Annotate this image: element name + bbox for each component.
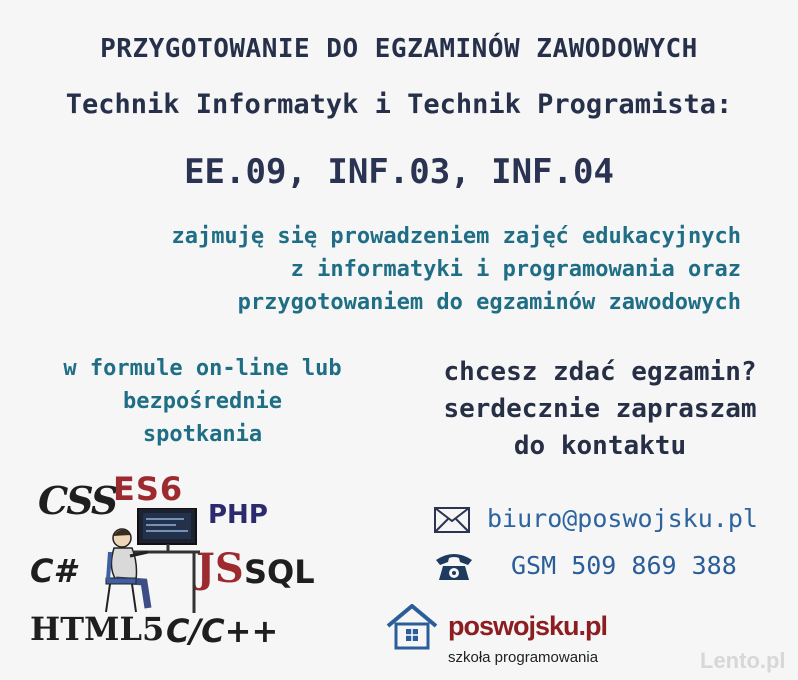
intro-line: z informatyki i programowania oraz: [290, 257, 741, 282]
js-label: JS: [196, 545, 244, 592]
watermark: Lento.pl: [700, 648, 786, 673]
invite-line: serdecznie zapraszam: [443, 394, 757, 424]
format-line: w formule on-line lub: [63, 356, 342, 381]
css-label: CSS: [38, 478, 117, 523]
format-line: bezpośrednie: [123, 389, 282, 414]
logo-tagline: szkoła programowania: [448, 649, 599, 666]
es6-label: ES6: [113, 470, 184, 508]
logo-name: poswojsku.pl: [448, 611, 608, 641]
invite-line: do kontaktu: [513, 431, 687, 461]
php-label: PHP: [208, 500, 268, 530]
telephone-icon: [434, 550, 474, 582]
format-paragraph: [30, 352, 375, 451]
exam-codes: EE.09, INF.03, INF.04: [184, 152, 614, 192]
main-heading: PRZYGOTOWANIE DO EGZAMINÓW ZAWODOWYCH: [100, 34, 698, 64]
intro-paragraph: [171, 220, 741, 319]
invite-paragraph: [410, 354, 790, 465]
csharp-label: C#: [30, 552, 76, 590]
envelope-icon: [434, 507, 470, 533]
house-logo-icon: [386, 604, 438, 650]
sql-label: SQL: [244, 553, 315, 591]
phone-number[interactable]: GSM 509 869 388: [511, 551, 737, 580]
html5-label: HTML5: [30, 610, 165, 648]
invite-line: chcesz zdać egzamin?: [443, 357, 757, 387]
intro-line: przygotowaniem do egzaminów zawodowych: [237, 290, 741, 315]
email-link[interactable]: biuro@poswojsku.pl: [487, 504, 758, 533]
format-line: spotkania: [142, 422, 263, 447]
subheading: Technik Informatyk i Technik Programista:: [65, 89, 733, 120]
cplusplus-label: C/C++: [166, 612, 279, 650]
intro-line: zajmuję się prowadzeniem zajęć edukacyjnych: [171, 224, 741, 249]
programmer-illustration: [104, 508, 204, 618]
